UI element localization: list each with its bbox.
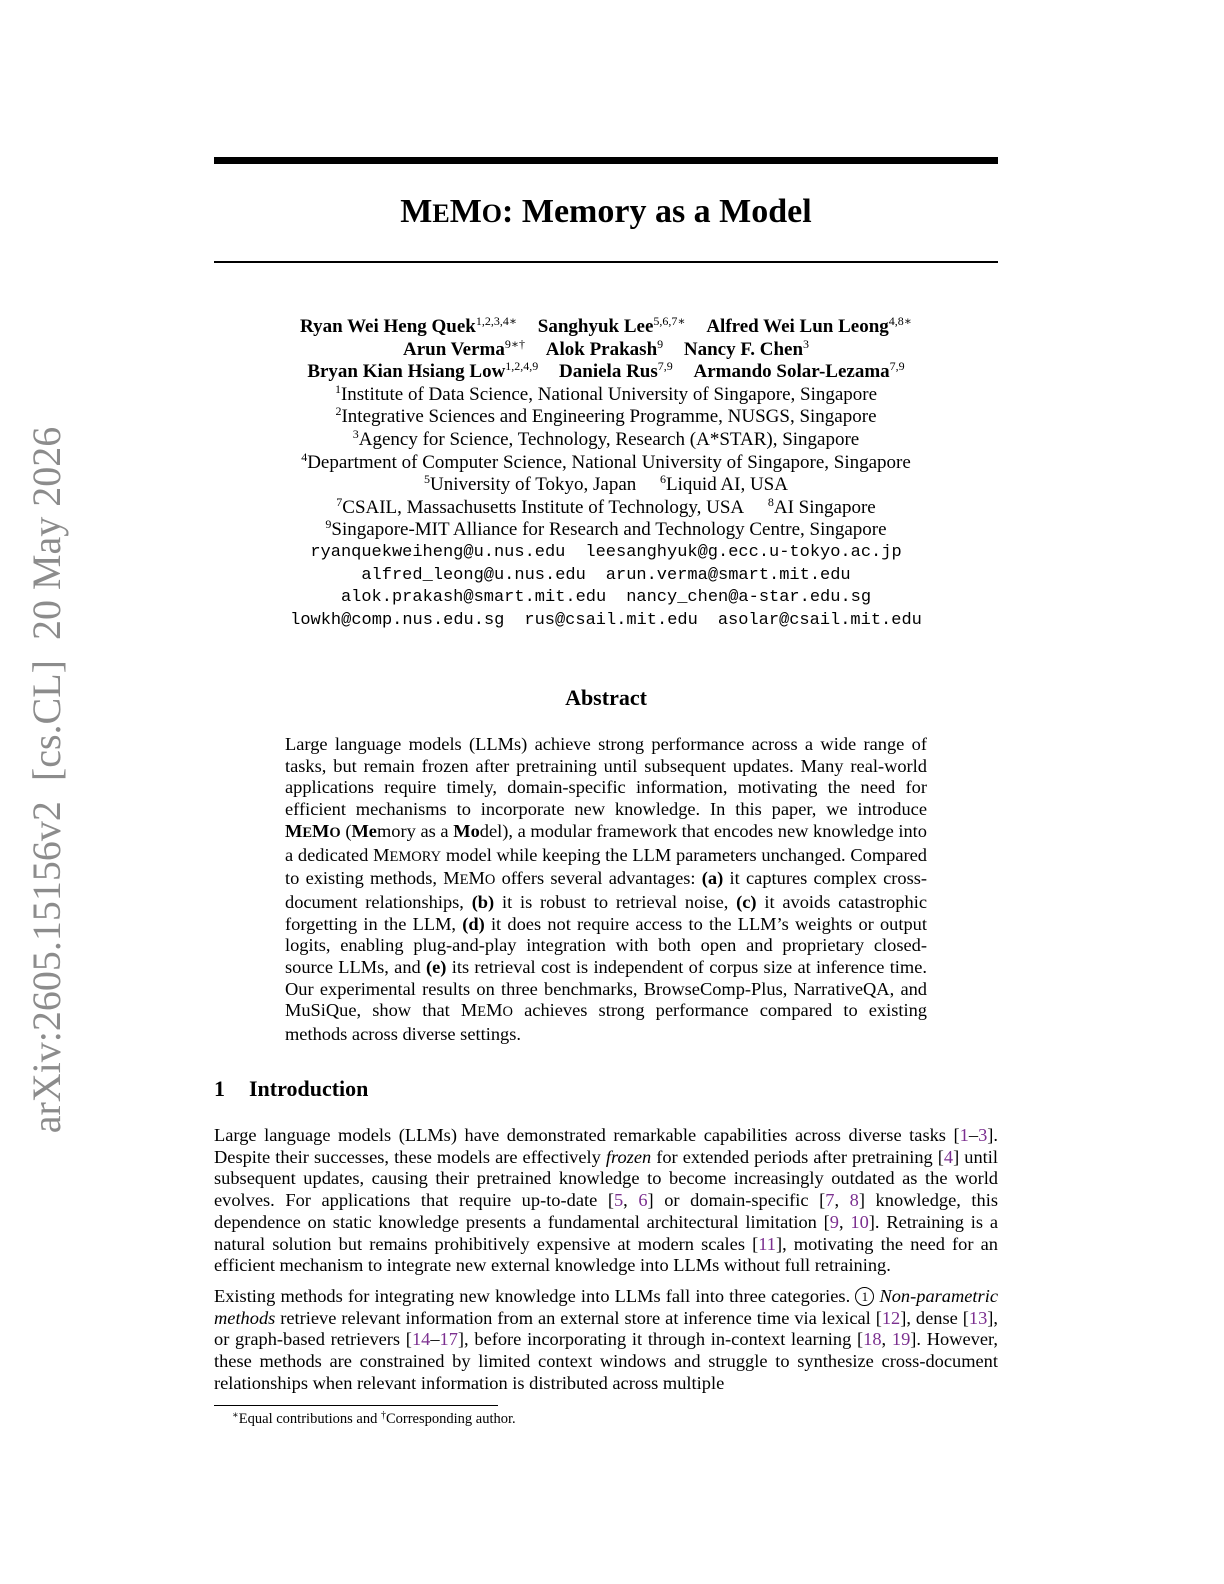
introduction-body — [214, 1125, 998, 1403]
email[interactable]: alok.prakash@smart.mit.edu — [340, 588, 607, 608]
citation-link[interactable]: 14 — [411, 1329, 431, 1350]
author: Alfred Wei Lun Leong$^{4,8∗}$ — [706, 314, 912, 337]
paragraph: Large language models (LLMs) have demonstrated remarkable capabilities across diverse tasks [1–3]. Despite their successes, these models are effectively frozen for extended periods after pretraining [4] until subsequent updates, causing their pretrained knowledge to become increasingly outdated as the world evolves. For applications that require up-to-date [5, 6] or domain-specific [7, 8] knowledge, this dependence on static knowledge presents a fundamental architectural limitation [9, 10]. Retraining is a natural solution but remains prohibitively expensive at modern scales [11], motivating the need for an efficient mechanism to integrate new external knowledge into LLMs without full retraining. — [214, 1125, 998, 1276]
citation-link[interactable]: 13 — [968, 1307, 988, 1328]
footnote-rule — [214, 1405, 498, 1406]
author-block — [214, 316, 998, 632]
author: Daniela Rus$^{7,9}$ — [559, 359, 673, 383]
memo-name: MEMO — [285, 820, 341, 841]
email-line — [214, 587, 998, 610]
email[interactable]: asolar@csail.mit.edu — [717, 610, 922, 630]
affiliation: $^5$University of Tokyo, Japan $^6$Liquid AI, USA — [424, 472, 788, 496]
citation-link[interactable]: 17 — [439, 1329, 458, 1350]
email[interactable]: leesanghyuk@g.ecc.u-tokyo.ac.jp — [585, 542, 902, 562]
email[interactable]: rus@csail.mit.edu — [524, 610, 698, 630]
citation-link[interactable]: 3 — [978, 1125, 988, 1145]
title-rest: : Memory as a Model — [502, 193, 812, 230]
citation-link[interactable]: 18 — [863, 1329, 882, 1350]
title-bottom-rule — [214, 261, 998, 263]
affiliation: $^4$Department of Computer Science, National University of Singapore, Singapore — [301, 449, 911, 473]
affiliation: $^1$Institute of Data Science, National University of Singapore, Singapore — [334, 381, 878, 405]
abstract-heading: Abstract — [565, 685, 647, 710]
email[interactable]: alfred_leong@u.nus.edu — [361, 565, 586, 585]
author-line — [214, 336, 998, 362]
author: Nancy F. Chen$^3$ — [683, 336, 810, 360]
email-line — [214, 542, 998, 565]
title-top-rule — [214, 157, 998, 164]
email[interactable]: nancy_chen@a-star.edu.sg — [626, 588, 872, 608]
citation-link[interactable]: 10 — [850, 1211, 869, 1232]
citation-link[interactable]: 19 — [891, 1329, 911, 1350]
citation-link[interactable]: 1 — [959, 1125, 969, 1145]
email[interactable]: arun.verma@smart.mit.edu — [605, 565, 851, 585]
citation-link[interactable]: 12 — [881, 1307, 901, 1328]
citation-link[interactable]: 7 — [825, 1190, 835, 1211]
paragraph: Existing methods for integrating new knowledge into LLMs fall into three categories. 1 Non-parametric methods retrieve relevant information from an external store at inference time via lexical [12], dense [13], or graph-based retrievers [14–17], before incorporating it through in-context learning [18, 19]. However, these methods are constrained by limited context windows and struggle to synthesize cross-document relationships when relevant information is distributed across multiple — [214, 1285, 998, 1393]
author: Sanghyuk Lee$^{5,6,7∗}$ — [537, 314, 686, 337]
title-memo: MEMO — [400, 193, 503, 230]
author-line — [214, 316, 998, 339]
abstract-body: Large language models (LLMs) achieve strong performance across a wide range of tasks, but remain frozen after pretraining until subsequent updates. Many real-world applications require timely, domain-specific information, motivating the need for efficient mechanisms to incorporate new knowledge. In this paper, we introduce MEMO (Memory as a Model), a modular framework that encodes new knowledge into a dedicated MEMORY model while keeping the LLM parameters unchanged. Compared to existing methods, MEMO offers several advantages: (a) it captures complex cross-document relationships, (b) it is robust to retrieval noise, (c) it avoids catastrophic forgetting in the LLM, (d) it does not require access to the LLM’s weights or output logits, enabling plug-and-play integration with both open and proprietary closed-source LLMs, and (e) its retrieval cost is independent of corpus size at inference time. Our experimental results on three benchmarks, BrowseComp-Plus, NarrativeQA, and MuSiQue, show that MEMO achieves strong performance compared to existing methods across diverse settings. — [285, 734, 928, 1045]
memo-name: MEMO — [460, 1000, 513, 1021]
citation-link[interactable]: 11 — [758, 1233, 776, 1254]
citation-link[interactable]: 8 — [849, 1190, 859, 1211]
author: Armando Solar-Lezama$^{7,9}$ — [693, 359, 905, 383]
affiliation: $^9$Singapore-MIT Alliance for Research and Technology Centre, Singapore — [325, 517, 887, 541]
email-line — [214, 565, 998, 588]
paper-title — [214, 190, 998, 236]
arxiv-identifier: arXiv:2605.15156v2 [cs.CL] 20 May 2026 — [24, 426, 69, 1134]
citation-link[interactable]: 9 — [829, 1211, 839, 1232]
author: Bryan Kian Hsiang Low$^{1,2,4,9}$ — [307, 359, 539, 383]
affiliation: $^3$Agency for Science, Technology, Research (A*STAR), Singapore — [352, 426, 860, 450]
author-line — [214, 361, 998, 384]
circled-number: 1 — [855, 1287, 874, 1306]
citation-link[interactable]: 4 — [943, 1146, 954, 1167]
citation-link[interactable]: 5 — [613, 1190, 624, 1211]
email[interactable]: ryanquekweiheng@u.nus.edu — [310, 542, 566, 562]
memory-name: MEMORY — [373, 844, 442, 865]
footnote: ∗Equal contributions and †Corresponding author. — [232, 1410, 516, 1427]
author: Alok Prakash$^9$ — [545, 336, 664, 360]
email-line — [214, 610, 998, 633]
affiliation: $^7$CSAIL, Massachusetts Institute of Technology, USA $^8$AI Singapore — [336, 494, 876, 518]
affiliation: $^2$Integrative Sciences and Engineering Programme, NUSGS, Singapore — [335, 404, 877, 428]
citation-link[interactable]: 6 — [638, 1190, 648, 1211]
memo-name: MEMO — [443, 868, 496, 889]
author: Arun Verma$^{9∗\dagger}$ — [402, 336, 525, 360]
author: Ryan Wei Heng Quek$^{1,2,3,4∗}$ — [300, 314, 518, 337]
section-heading-introduction: 1 Introduction — [214, 1076, 369, 1101]
email[interactable]: lowkh@comp.nus.edu.sg — [290, 610, 505, 630]
